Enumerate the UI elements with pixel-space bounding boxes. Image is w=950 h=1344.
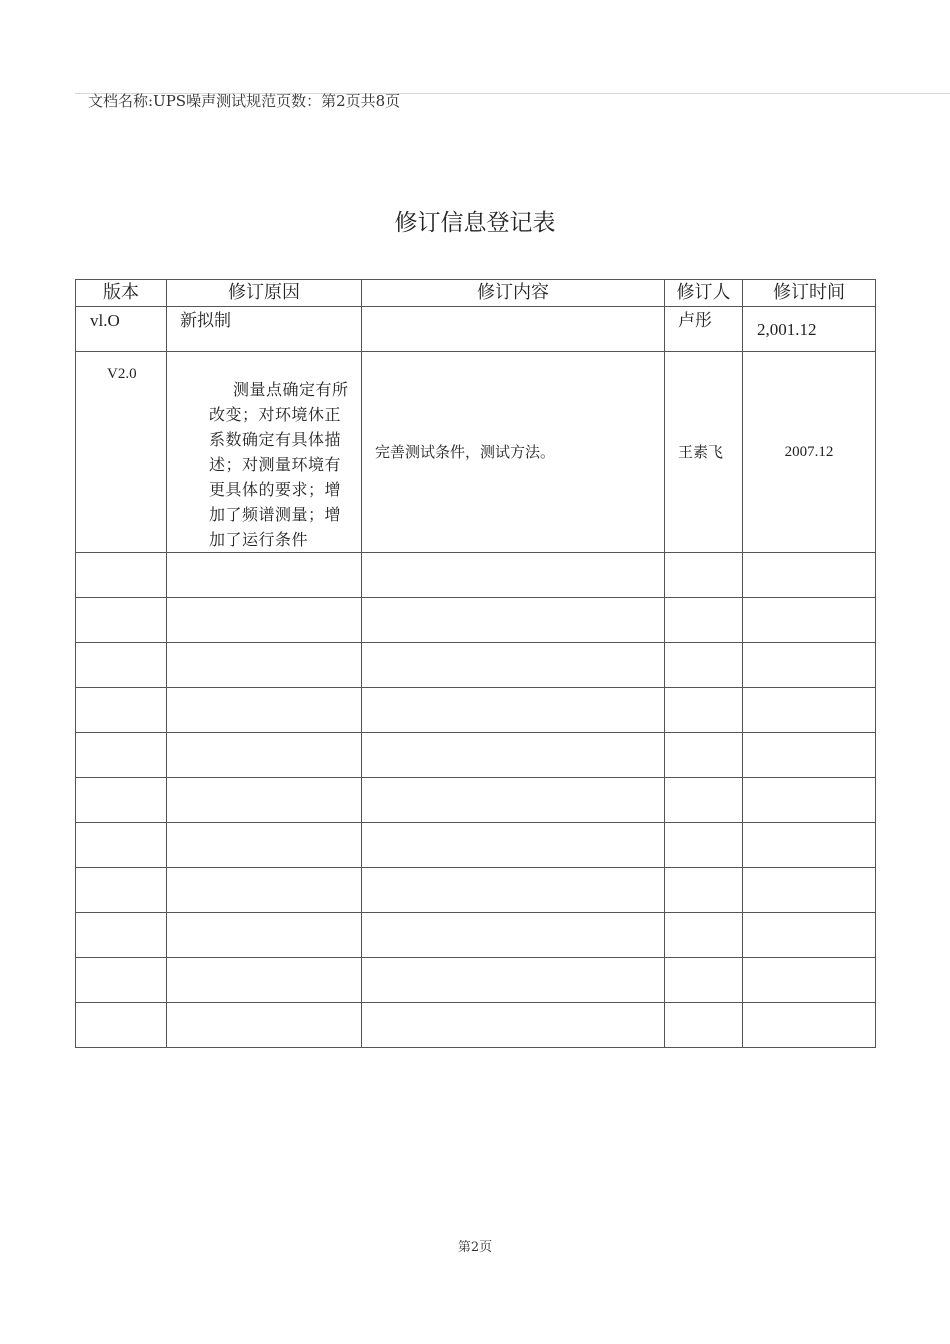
cell-content-empty (362, 688, 665, 733)
column-header-author: 修订人 (665, 280, 743, 307)
page-header: 文档名称:UPS噪声测试规范页数：第2页共8页 (88, 92, 401, 110)
cell-author-empty (665, 958, 743, 1003)
cell-version-empty (76, 643, 167, 688)
cell-date-empty (743, 1003, 876, 1048)
column-header-version: 版本 (76, 280, 167, 307)
cell-author-empty (665, 733, 743, 778)
cell-content-empty (362, 733, 665, 778)
cell-date-empty (743, 958, 876, 1003)
cell-content-empty (362, 913, 665, 958)
cell-version-empty (76, 733, 167, 778)
cell-content-empty (362, 868, 665, 913)
cell-version-empty (76, 553, 167, 598)
cell-reason-empty (167, 598, 362, 643)
cell-date-empty (743, 778, 876, 823)
cell-author-empty (665, 778, 743, 823)
cell-author-empty (665, 688, 743, 733)
cell-author-empty (665, 823, 743, 868)
cell-author-empty (665, 1003, 743, 1048)
table-header-row (76, 280, 876, 307)
cell-author: 王素飞 (665, 352, 743, 553)
empty-table-row (76, 868, 876, 913)
cell-reason-empty (167, 823, 362, 868)
column-header-content: 修订内容 (362, 280, 665, 307)
cell-author-empty (665, 598, 743, 643)
cell-content (362, 307, 665, 352)
cell-reason-empty (167, 688, 362, 733)
cell-author: 卢彤 (665, 307, 743, 352)
cell-version-empty (76, 688, 167, 733)
cell-content-empty (362, 778, 665, 823)
cell-content-empty (362, 553, 665, 598)
cell-date-empty (743, 913, 876, 958)
cell-date-empty (743, 868, 876, 913)
empty-table-row (76, 823, 876, 868)
revision-table (75, 279, 876, 1048)
cell-date-empty (743, 733, 876, 778)
cell-content-empty (362, 823, 665, 868)
empty-table-row (76, 778, 876, 823)
empty-table-row (76, 733, 876, 778)
cell-date: 2007.12 (743, 352, 876, 553)
empty-table-row (76, 958, 876, 1003)
cell-date-empty (743, 643, 876, 688)
cell-content-empty (362, 643, 665, 688)
cell-reason-empty (167, 913, 362, 958)
cell-date-empty (743, 823, 876, 868)
empty-table-row (76, 643, 876, 688)
cell-version: V2.0 (76, 352, 167, 553)
cell-reason-empty (167, 958, 362, 1003)
cell-author-empty (665, 553, 743, 598)
cell-reason-empty (167, 553, 362, 598)
cell-date-empty (743, 553, 876, 598)
cell-reason-empty (167, 643, 362, 688)
empty-table-row (76, 1003, 876, 1048)
cell-content-empty (362, 958, 665, 1003)
cell-author-empty (665, 868, 743, 913)
cell-reason-empty (167, 868, 362, 913)
cell-content-empty (362, 1003, 665, 1048)
cell-date-empty (743, 688, 876, 733)
cell-version-empty (76, 868, 167, 913)
cell-version-empty (76, 958, 167, 1003)
cell-date: 2,001.12 (743, 307, 876, 352)
cell-reason: 测量点确定有所改变；对环境休正系数确定有具体描述；对测量环境有更具体的要求；增加了频谱测量；增加了运行条件 (167, 352, 362, 553)
empty-table-row (76, 553, 876, 598)
cell-reason-empty (167, 778, 362, 823)
document-title: 修订信息登记表 (394, 210, 556, 236)
empty-table-row (76, 913, 876, 958)
cell-version-empty (76, 913, 167, 958)
column-header-reason: 修订原因 (167, 280, 362, 307)
cell-content: 完善测试条件，测试方法。 (362, 352, 665, 553)
cell-version-empty (76, 1003, 167, 1048)
cell-author-empty (665, 913, 743, 958)
empty-table-row (76, 598, 876, 643)
page-footer: 第2页 (457, 1240, 493, 1255)
cell-author-empty (665, 643, 743, 688)
cell-version: vl.O (76, 307, 167, 352)
table-row (76, 352, 876, 553)
table-row (76, 307, 876, 352)
cell-version-empty (76, 823, 167, 868)
empty-table-row (76, 688, 876, 733)
cell-date-empty (743, 598, 876, 643)
cell-reason: 新拟制 (167, 307, 362, 352)
cell-version-empty (76, 778, 167, 823)
cell-content-empty (362, 598, 665, 643)
cell-reason-empty (167, 733, 362, 778)
cell-version-empty (76, 598, 167, 643)
column-header-date: 修订时间 (743, 280, 876, 307)
cell-reason-empty (167, 1003, 362, 1048)
